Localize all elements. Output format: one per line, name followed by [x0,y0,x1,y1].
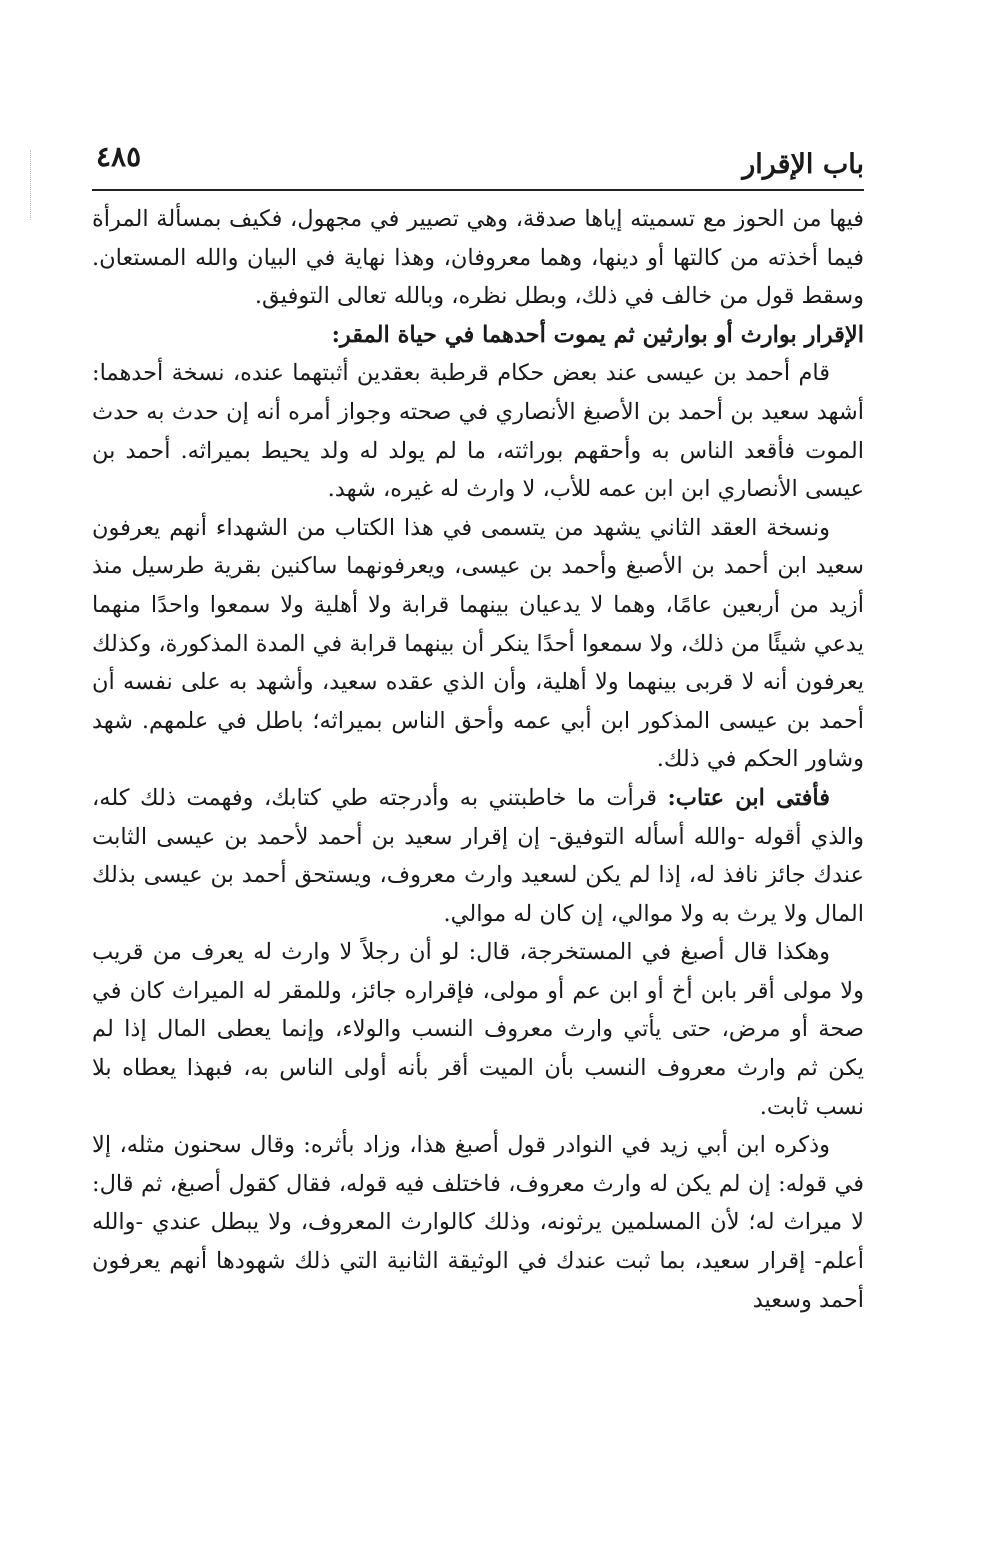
section-heading: الإقرار بوارث أو بوارثين ثم يموت أحدهما في حياة المقر: [331,321,864,348]
page-number: ٤٨٥ [96,140,142,173]
paragraph-3: ونسخة العقد الثاني يشهد من يتسمى في هذا الكتاب من الشهداء أنهم يعرفون سعيد ابن أحمد بن الأصبغ وأحمد بن عيسى، ويعرفونهما ساكنين بقرية طرسيل منذ أزيد من أربعين عامًا، وهما لا يدعيان بينهما قرابة ولا أهلية ولا سمعوا واحدًا منهما يدعي شيئًا من ذلك، ولا سمعوا أحدًا ينكر أن بينهما قرابة في المدة المذكورة، وكذلك يعرفون أنه لا قربى بينهما ولا أهلية، وأن الذي عقده سعيد، وأشهد به على نفسه أن أحمد بن عيسى المذكور ابن أبي عمه وأحق الناس بميراثه؛ باطل في علمهم. شهد وشاور الحكم في ذلك. [92,514,864,773]
fatwa-lead: فأفتى ابن عتاب: [667,784,831,811]
paragraph-1: فيها من الحوز مع تسميته إياها صدقة، وهي تصيير في مجهول، فكيف بمسألة المرأة فيما أخذته من كالتها أو دينها، وهما معروفان، وهذا نهاية في البيان والله المستعان. وسقط قول من خالف في ذلك، وبطل نظره، وبالله تعالى التوفيق. [92,206,864,310]
paragraph-5: وهكذا قال أصبغ في المستخرجة، قال: لو أن رجلاً لا وارث له يعرف من قريب ولا مولى أقر بابن أخ أو ابن عم أو مولى، فإقراره جائز، وللمقر له الميراث كان في صحة أو مرض، حتى يأتي وارث معروف النسب والولاء، وإنما يعطى المال إذا لم يكن ثم وارث معروف النسب بأن الميت أقر بأنه أولى الناس به، فبهذا يعطاه بلا نسب ثابت. [92,939,865,1120]
header-rule [92,189,864,191]
page-header [92,138,864,188]
paragraph-6: وذكره ابن أبي زيد في النوادر قول أصبغ هذا، وزاد بأثره: وقال سحنون مثله، إلا في قوله: إن لم يكن له وارث معروف، فاختلف فيه قوله، فقال كقول أصبغ، ثم قال: لا ميراث له؛ لأن المسلمين يرثونه، وذلك كالوارث المعروف، ولا يبطل عندي -والله أعلم- إقرار سعيد، بما ثبت عندك في الوثيقة الثانية التي ذلك شهودها أنهم يعرفون أحمد وسعيد [92,1132,864,1313]
fatwa-text: قرأت ما خاطبتني به وأدرجته طي كتابك، وفهمت ذلك كله، والذي أقوله -والله أسأله التوفيق- إن إقرار سعيد بن أحمد لأحمد بن عيسى الثابت عندك جائز نافذ له، إذا لم يكن لسعيد وارث معروف، ويستحق أحمد بن عيسى بذلك المال ولا يرث به ولا موالي، إن كان له موالي. [92,784,864,927]
page-body [92,200,864,1319]
paragraph-2: قام أحمد بن عيسى عند بعض حكام قرطبة بعقدين أثبتهما عنده، نسخة أحدهما: أشهد سعيد بن أحمد بن الأصبغ الأنصاري في صحته وجواز أمره أنه إن حدث به حدث الموت فأقعد الناس به وأحقهم بوراثته، ما لم يولد له ولد يحيط بميراثه. أحمد بن عيسى الأنصاري ابن ابن عمه للأب، لا وارث له غيره، شهد. [92,360,864,503]
chapter-title: باب الإقرار [742,149,864,180]
paragraph-4 [92,779,864,933]
margin-mark [30,150,45,220]
